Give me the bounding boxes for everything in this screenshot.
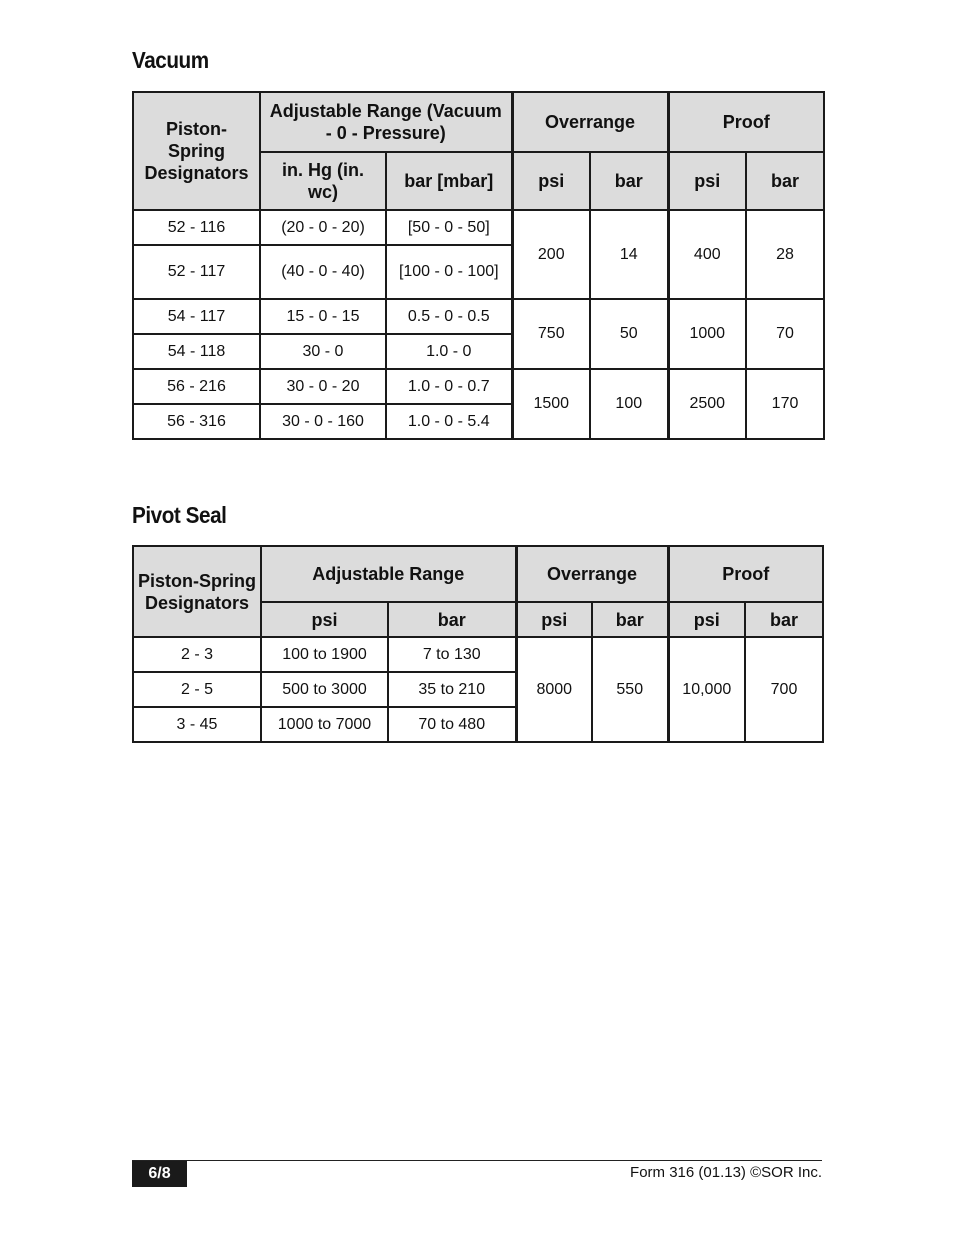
vacuum-header-over-bar: bar	[590, 152, 668, 210]
hg-cell: 30 - 0 - 160	[260, 404, 386, 439]
page-number: 6/8	[132, 1161, 187, 1187]
proof-psi-cell: 10,000	[668, 637, 745, 742]
proof-psi-cell: 400	[668, 210, 746, 299]
bar-cell: 70 to 480	[388, 707, 516, 742]
psi-cell: 500 to 3000	[261, 672, 388, 707]
overrange-bar-cell: 100	[590, 369, 668, 439]
proof-psi-cell: 2500	[668, 369, 746, 439]
table-row	[133, 299, 824, 334]
vacuum-header-proof-bar: bar	[746, 152, 824, 210]
pivot-seal-table	[132, 545, 824, 743]
pivot-header-proof: Proof	[668, 546, 823, 602]
footer-divider	[132, 1160, 822, 1161]
designator-cell: 52 - 117	[133, 245, 260, 299]
bar-cell: 1.0 - 0 - 0.7	[386, 369, 512, 404]
designator-cell: 56 - 216	[133, 369, 260, 404]
proof-bar-cell: 28	[746, 210, 824, 299]
designator-cell: 2 - 3	[133, 637, 261, 672]
vacuum-header-designators: Piston-Spring Designators	[133, 92, 260, 210]
overrange-bar-cell: 50	[590, 299, 668, 369]
vacuum-header-adjustable: Adjustable Range (Vacuum - 0 - Pressure)	[260, 92, 512, 152]
bar-cell: [50 - 0 - 50]	[386, 210, 512, 245]
pivot-header-designators: Piston-Spring Designators	[133, 546, 261, 637]
hg-cell: 30 - 0	[260, 334, 386, 369]
pivot-header-proof-bar: bar	[745, 602, 823, 637]
proof-bar-cell: 170	[746, 369, 824, 439]
proof-bar-cell: 70	[746, 299, 824, 369]
designator-cell: 2 - 5	[133, 672, 261, 707]
bar-cell: 0.5 - 0 - 0.5	[386, 299, 512, 334]
bar-cell: 35 to 210	[388, 672, 516, 707]
table-row	[133, 637, 823, 672]
pivot-header-adjustable: Adjustable Range	[261, 546, 516, 602]
hg-cell: (20 - 0 - 20)	[260, 210, 386, 245]
designator-cell: 56 - 316	[133, 404, 260, 439]
psi-cell: 100 to 1900	[261, 637, 388, 672]
overrange-bar-cell: 14	[590, 210, 668, 299]
proof-bar-cell: 700	[745, 637, 823, 742]
hg-cell: (40 - 0 - 40)	[260, 245, 386, 299]
overrange-psi-cell: 8000	[516, 637, 592, 742]
overrange-psi-cell: 750	[512, 299, 590, 369]
bar-cell: 1.0 - 0	[386, 334, 512, 369]
form-reference: Form 316 (01.13) ©SOR Inc.	[630, 1164, 822, 1181]
pivot-header-adj-bar: bar	[388, 602, 516, 637]
vacuum-header-proof: Proof	[668, 92, 824, 152]
vacuum-section-title: Vacuum	[132, 47, 209, 73]
pivot-header-over-psi: psi	[516, 602, 592, 637]
overrange-psi-cell: 200	[512, 210, 590, 299]
designator-cell: 54 - 117	[133, 299, 260, 334]
pivot-header-proof-psi: psi	[668, 602, 745, 637]
pivot-header-over-bar: bar	[592, 602, 668, 637]
pivot-header-adj-psi: psi	[261, 602, 388, 637]
bar-cell: [100 - 0 - 100]	[386, 245, 512, 299]
vacuum-table	[132, 91, 825, 440]
proof-psi-cell: 1000	[668, 299, 746, 369]
vacuum-header-hg: in. Hg (in. wc)	[260, 152, 386, 210]
vacuum-header-overrange: Overrange	[512, 92, 668, 152]
table-row	[133, 369, 824, 404]
overrange-bar-cell: 550	[592, 637, 668, 742]
overrange-psi-cell: 1500	[512, 369, 590, 439]
hg-cell: 30 - 0 - 20	[260, 369, 386, 404]
pivot-header-overrange: Overrange	[516, 546, 668, 602]
designator-cell: 3 - 45	[133, 707, 261, 742]
bar-cell: 7 to 130	[388, 637, 516, 672]
designator-cell: 54 - 118	[133, 334, 260, 369]
designator-cell: 52 - 116	[133, 210, 260, 245]
psi-cell: 1000 to 7000	[261, 707, 388, 742]
hg-cell: 15 - 0 - 15	[260, 299, 386, 334]
bar-cell: 1.0 - 0 - 5.4	[386, 404, 512, 439]
vacuum-header-over-psi: psi	[512, 152, 590, 210]
table-row	[133, 210, 824, 245]
pivot-section-title: Pivot Seal	[132, 502, 227, 528]
vacuum-header-bar-mbar: bar [mbar]	[386, 152, 512, 210]
vacuum-header-proof-psi: psi	[668, 152, 746, 210]
